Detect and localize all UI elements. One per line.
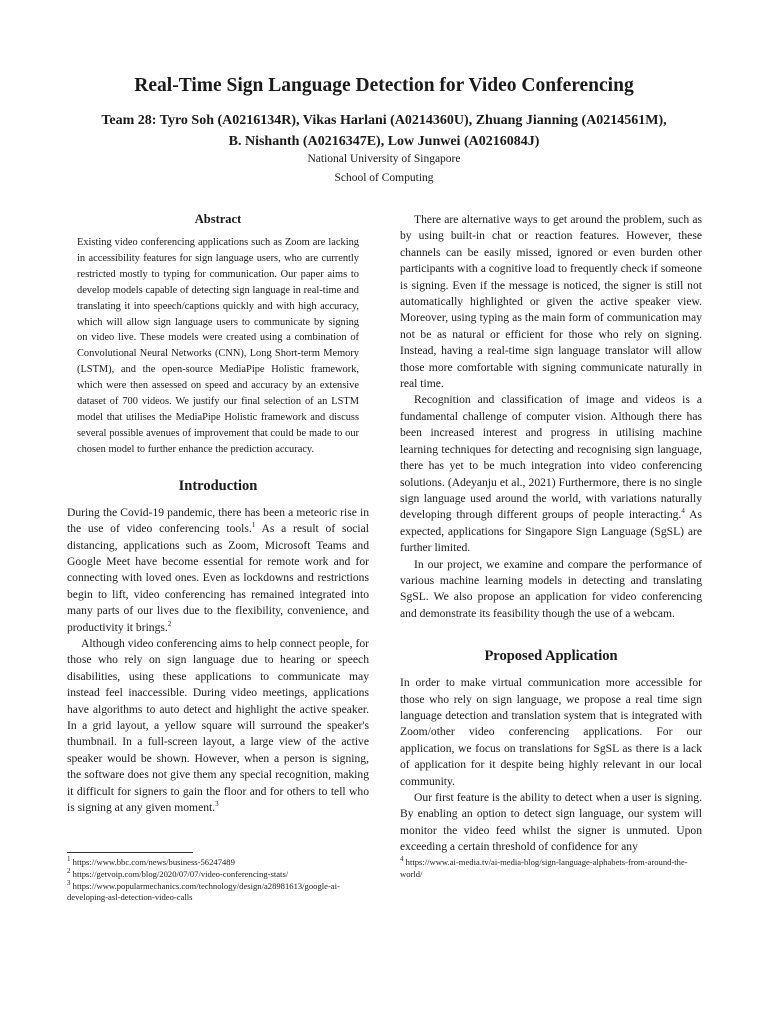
proposed-application-heading: Proposed Application [484, 648, 618, 665]
intro-paragraph-1 [67, 505, 369, 636]
footnote-2 [67, 866, 369, 881]
proposed-paragraph-1: In order to make virtual communication more accessible for those who rely on sign language, we propose a real time sign language detection and translation system that is integrated with Zoom/other video conferencing applications. For our application, we focus on translations for SgSL as there is a lack of application for it despite being highly relevant in our local community. [400, 676, 702, 788]
author-line-2: B. Nishanth (A0216347E), Low Junwei (A0216084J) [228, 134, 540, 149]
author-list [40, 110, 728, 152]
footnote-4-number: 4 [400, 855, 404, 864]
footnote-divider [67, 852, 193, 853]
footnotes-right [400, 857, 702, 881]
intro-p4-text-a: Recognition and classification of image and videos is a fundamental challenge of computer vision. Although there has been increased interest and progress in utilising machine learning techniques for detecting and recognising sign language, there has yet to be much integration into video conferencing solutions. (Adeyanju et al., 2021) Furthermore, there is no single sign language used around the world, with variations naturally developing through different groups of people interacting. [400, 393, 702, 522]
introduction-heading: Introduction [178, 477, 258, 494]
right-column [400, 212, 702, 856]
footnote-1 [67, 857, 369, 869]
footnote-marker-2: 2 [167, 619, 172, 628]
footnote-4 [400, 857, 702, 881]
author-line-1: Team 28: Tyro Soh (A0216134R), Vikas Harlani (A0214360U), Zhuang Jianning (A0214561M), [101, 113, 667, 128]
footnote-3-link[interactable]: https://www.popularmechanics.com/technology/design/a28981613/google-ai-developing-asl-detection-video-calls [67, 880, 340, 903]
footnote-marker-3: 3 [215, 800, 219, 809]
footnote-2-number: 2 [67, 866, 71, 875]
footnote-marker-4: 4 [681, 507, 685, 516]
intro-p1-text-a: During the Covid-19 pandemic, there has been a meteoric rise in the use of video conferencing tools. [67, 505, 369, 536]
footnotes-left [67, 857, 369, 904]
footnote-2-link[interactable]: https://getvoip.com/blog/2020/07/07/video-conferencing-stats/ [70, 868, 289, 879]
left-column [67, 212, 369, 816]
proposed-paragraph-2: Our first feature is the ability to detect when a user is signing. By enabling an option to detect sign language, our system will monitor the video feed whilst the signer is unmuted. Upon exceeding a certain threshold of confidence for any [400, 791, 702, 854]
abstract-text: Existing video conferencing applications such as Zoom are lacking in accessibility features for sign language users, who are currently restricted mostly to typing for communication. Our paper aims to develop models capable of detecting sign language in real-time and translating it into speech/captions quickly and with high accuracy, which will allow sign language users to communicate by signing on video live. These models were created using a combination of Convolutional Neural Networks (CNN), Long Short-term Memory (LSTM), and the open-source MediaPipe Holistic framework, which were then assessed on speed and accuracy by an extensive dataset of 700 videos. We justify our final selection of an LSTM model that utilises the MediaPipe Holistic framework and discuss several possible avenues of improvement that could be made to our chosen model to further enhance the prediction accuracy. [77, 237, 359, 455]
abstract-heading: Abstract [194, 212, 242, 226]
intro-p4-text-b: As expected, applications for Singapore Sign Language (SgSL) are further limited. [400, 508, 702, 555]
footnote-marker-1: 1 [251, 521, 256, 530]
paper-title: Real-Time Sign Language Detection for Video Conferencing [134, 75, 634, 96]
footnote-3-number: 3 [67, 878, 71, 887]
intro-paragraph-3: There are alternative ways to get around the problem, such as by using built-in chat or reaction features. However, these channels can be easily missed, ignored or even burden other participants with a cognitive load to frequently check if someone is signing. Even if the message is noticed, the signer is still not automatically highlighted or given the active speaker view. Moreover, using typing as the main form of communication may not be as natural or efficient for those who rely on signing. Instead, having a real-time sign language translator will allow those more comfortable with signing communicate naturally in real time. [400, 213, 702, 391]
footnote-1-number: 1 [67, 855, 71, 864]
intro-paragraph-2 [67, 636, 369, 816]
intro-paragraph-5: In our project, we examine and compare the performance of various machine learning models in detecting and translating SgSL. We also propose an application for video conferencing and demonstrate its feasibility though the use of a webcam. [400, 557, 702, 620]
intro-p2-text: Although video conferencing aims to help connect people, for those who rely on sign language due to hearing or speech disabilities, using these applications to communicate may instead feel inaccessible. During video meetings, applications have algorithms to auto detect and highlight the active speaker. In a grid layout, a yellow square will surround the speaker's thumbnail. In a full-screen layout, a large view of the active speaker would be shown. However, when a person is signing, the software does not give them any special recognition, making it difficult for signers to gain the floor and for others to tell who is signing at any given moment. [67, 636, 369, 814]
affiliation-university: National University of Singapore [307, 153, 461, 165]
affiliation-school: School of Computing [334, 172, 434, 184]
footnote-3 [67, 878, 369, 905]
intro-paragraph-4 [400, 392, 702, 556]
footnote-4-link[interactable]: https://www.ai-media.tv/ai-media-blog/sign-language-alphabets-from-around-the-world/ [400, 857, 688, 879]
intro-p1-text-b: As a result of social distancing, applications such as Zoom, Microsoft Teams and Google Meet have become essential for remote work and for connecting with loved ones. Even as lockdowns and restrictions begin to lift, video conferencing has remained integrated into many parts of our lives due to the flexibility, convenience, and productivity it brings. [67, 522, 370, 634]
footnote-1-link[interactable]: https://www.bbc.com/news/business-56247489 [70, 857, 235, 867]
